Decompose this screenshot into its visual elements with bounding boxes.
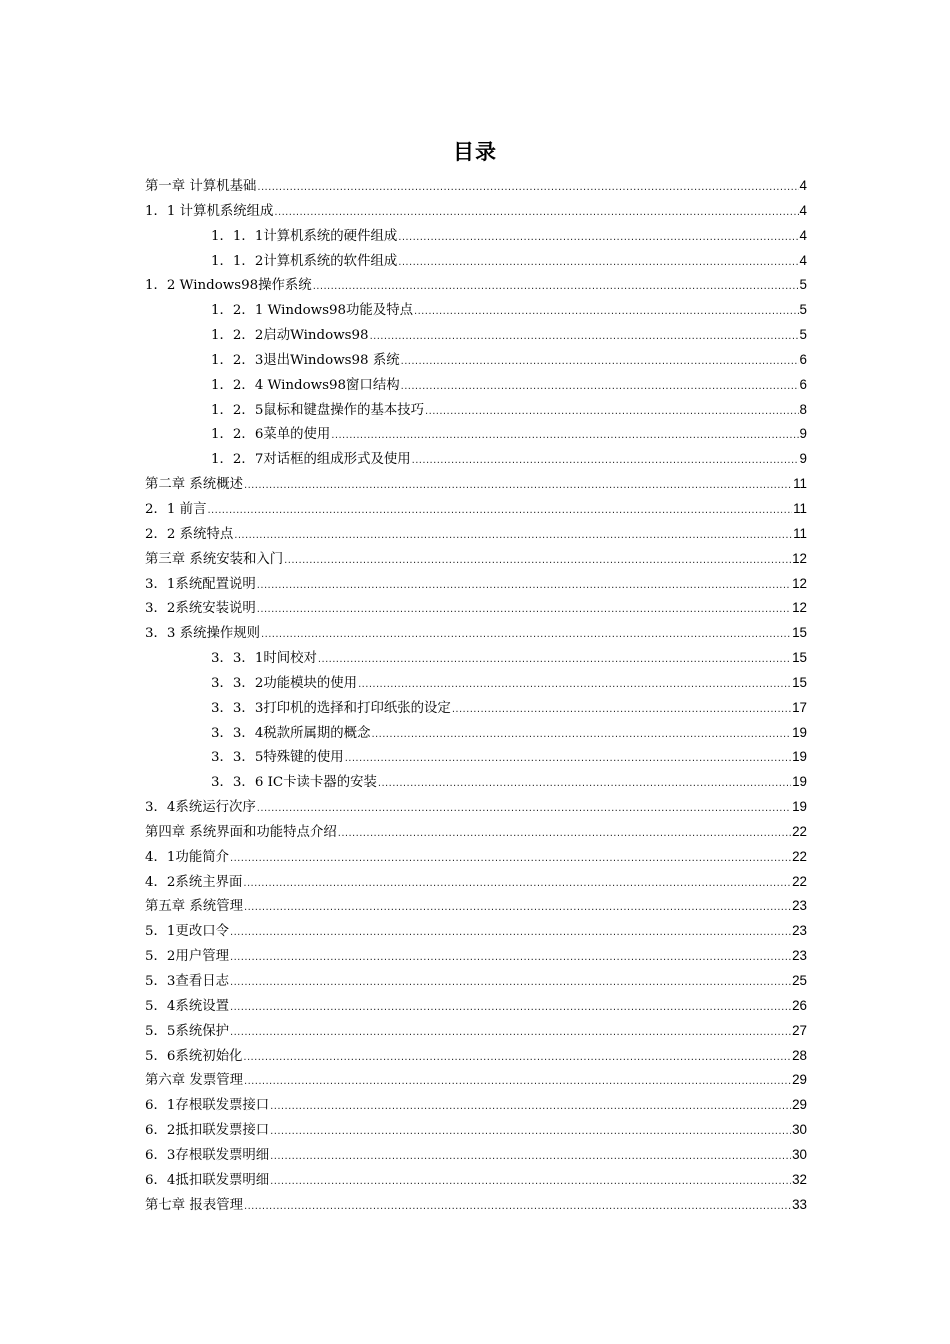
dot-leader	[284, 549, 791, 574]
dot-leader	[270, 1170, 791, 1195]
toc-entry-page-number: 32	[792, 1171, 807, 1187]
toc-entry-label: 4．1功能简介	[145, 849, 229, 865]
toc-entry[interactable]	[145, 671, 807, 696]
toc-entry[interactable]	[145, 174, 807, 199]
toc-entry[interactable]	[145, 696, 807, 721]
table-of-contents	[145, 174, 807, 1217]
toc-entry-label: 4．2系统主界面	[145, 874, 243, 890]
dot-leader	[257, 574, 791, 599]
dot-leader	[358, 673, 791, 698]
dot-leader	[370, 325, 799, 350]
toc-entry-label: 1．1 计算机系统组成	[145, 203, 274, 219]
toc-entry-page-number: 19	[792, 799, 807, 815]
toc-entry-page-number: 17	[792, 699, 807, 715]
dot-leader	[243, 872, 791, 897]
toc-entry-page-number: 4	[799, 227, 807, 243]
toc-entry-page-number: 15	[792, 625, 807, 641]
toc-entry[interactable]	[145, 770, 807, 795]
dot-leader	[261, 623, 791, 648]
toc-entry-label: 1．2．5鼠标和键盘操作的基本技巧	[211, 402, 425, 418]
toc-entry-page-number: 15	[792, 674, 807, 690]
toc-entry-page-number: 23	[792, 923, 807, 939]
toc-entry-label: 3．4系统运行次序	[145, 800, 256, 816]
toc-entry[interactable]	[145, 994, 807, 1019]
dot-leader	[230, 921, 791, 946]
toc-entry[interactable]	[145, 894, 807, 919]
toc-entry-page-number: 23	[792, 898, 807, 914]
toc-entry-page-number: 5	[799, 327, 807, 343]
dot-leader	[270, 1120, 791, 1145]
dot-leader	[243, 1046, 791, 1071]
toc-entry[interactable]	[145, 1093, 807, 1118]
toc-entry-label: 6．3存根联发票明细	[145, 1147, 270, 1163]
toc-entry-label: 第六章 发票管理	[145, 1073, 243, 1089]
toc-entry-page-number: 9	[799, 451, 807, 467]
toc-entry-page-number: 22	[792, 873, 807, 889]
toc-entry[interactable]	[145, 1143, 807, 1168]
toc-entry[interactable]	[145, 422, 807, 447]
toc-entry-label: 1．2．2启动Windows98	[211, 328, 369, 344]
toc-entry-page-number: 26	[792, 997, 807, 1013]
toc-entry[interactable]	[145, 348, 807, 373]
toc-entry-label: 3．3．6 IC卡读卡器的安装	[211, 775, 377, 791]
dot-leader	[230, 847, 791, 872]
toc-entry[interactable]	[145, 398, 807, 423]
toc-entry-label: 3．2系统安装说明	[145, 601, 256, 617]
dot-leader	[338, 822, 791, 847]
toc-entry[interactable]	[145, 1019, 807, 1044]
toc-entry-label: 第三章 系统安装和入门	[145, 551, 284, 567]
dot-leader	[257, 797, 791, 822]
dot-leader	[401, 375, 799, 400]
dot-leader	[244, 1195, 791, 1220]
toc-entry[interactable]	[145, 820, 807, 845]
dot-leader	[207, 499, 792, 524]
toc-entry[interactable]	[145, 323, 807, 348]
toc-entry-page-number: 12	[792, 550, 807, 566]
toc-entry-page-number: 12	[792, 600, 807, 616]
dot-leader	[230, 1021, 791, 1046]
toc-entry-label: 3．3．4税款所属期的概念	[211, 725, 371, 741]
toc-entry-label: 1．2．1 Windows98功能及特点	[211, 303, 413, 319]
dot-leader	[425, 400, 799, 425]
toc-entry-page-number: 29	[792, 1097, 807, 1113]
toc-entry-label: 第五章 系统管理	[145, 899, 243, 915]
toc-entry-page-number: 6	[799, 351, 807, 367]
toc-entry-page-number: 22	[792, 848, 807, 864]
toc-entry-page-number: 19	[792, 749, 807, 765]
dot-leader	[244, 896, 791, 921]
toc-entry-page-number: 9	[799, 426, 807, 442]
toc-entry[interactable]	[145, 721, 807, 746]
toc-entry-label: 2．1 前言	[145, 501, 207, 517]
toc-entry-page-number: 27	[792, 1022, 807, 1038]
toc-entry-label: 1．2．4 Windows98窗口结构	[211, 377, 400, 393]
toc-entry-page-number: 19	[792, 724, 807, 740]
toc-entry[interactable]	[145, 273, 807, 298]
toc-entry-label: 3．1系统配置说明	[145, 576, 256, 592]
toc-entry-label: 3．3．2功能模块的使用	[211, 675, 358, 691]
dot-leader	[230, 971, 791, 996]
toc-entry-page-number: 15	[792, 650, 807, 666]
dot-leader	[345, 747, 791, 772]
dot-leader	[313, 275, 799, 300]
toc-entry-label: 1．1．2计算机系统的软件组成	[211, 253, 398, 269]
toc-entry-page-number: 6	[799, 376, 807, 392]
toc-entry[interactable]	[145, 795, 807, 820]
toc-entry-page-number: 23	[792, 948, 807, 964]
toc-entry-label: 5．5系统保护	[145, 1023, 229, 1039]
dot-leader	[230, 996, 791, 1021]
toc-entry-label: 6．1存根联发票接口	[145, 1098, 270, 1114]
toc-entry-label: 1．2 Windows98操作系统	[145, 278, 312, 294]
dot-leader	[270, 1145, 791, 1170]
toc-entry-label: 1．2．3退出Windows98 系统	[211, 352, 400, 368]
toc-entry[interactable]	[145, 547, 807, 572]
toc-entry-label: 第二章 系统概述	[145, 477, 243, 493]
toc-entry[interactable]	[145, 373, 807, 398]
toc-entry[interactable]	[145, 845, 807, 870]
toc-entry[interactable]	[145, 596, 807, 621]
toc-entry-label: 1．2．7对话框的组成形式及使用	[211, 452, 411, 468]
toc-entry[interactable]	[145, 1068, 807, 1093]
toc-entry-label: 5．3查看日志	[145, 974, 229, 989]
toc-entry-page-number: 8	[799, 401, 807, 417]
toc-entry-label: 3．3．3打印机的选择和打印纸张的设定	[211, 700, 451, 716]
dot-leader	[244, 1070, 791, 1095]
toc-entry-page-number: 22	[792, 823, 807, 839]
toc-entry-page-number: 5	[799, 302, 807, 318]
toc-entry-page-number: 4	[799, 252, 807, 268]
toc-entry-page-number: 30	[792, 1122, 807, 1138]
dot-leader	[401, 350, 799, 375]
toc-entry-page-number: 11	[793, 476, 807, 492]
dot-leader	[452, 698, 791, 723]
dot-leader	[270, 1095, 791, 1120]
toc-entry[interactable]	[145, 969, 807, 994]
toc-entry[interactable]	[145, 944, 807, 969]
toc-entry-page-number: 11	[793, 500, 807, 516]
toc-entry-label: 5．2用户管理	[145, 949, 229, 965]
toc-entry[interactable]	[145, 472, 807, 497]
dot-leader	[257, 176, 798, 201]
toc-entry[interactable]	[145, 745, 807, 770]
toc-entry-label: 1．2．6菜单的使用	[211, 427, 331, 443]
toc-entry-label: 3．3 系统操作规则	[145, 626, 261, 642]
toc-entry[interactable]	[145, 1118, 807, 1143]
dot-leader	[398, 251, 798, 276]
toc-entry-page-number: 19	[792, 774, 807, 790]
toc-entry[interactable]	[145, 646, 807, 671]
dot-leader	[414, 300, 799, 325]
dot-leader	[318, 648, 791, 673]
toc-entry-page-number: 28	[792, 1047, 807, 1063]
toc-entry-label: 5．6系统初始化	[145, 1048, 243, 1064]
toc-entry-page-number: 11	[793, 525, 807, 541]
toc-entry-label: 第四章 系统界面和功能特点介绍	[145, 824, 337, 840]
toc-entry[interactable]	[145, 919, 807, 944]
dot-leader	[398, 226, 798, 251]
toc-entry-label: 第一章 计算机基础	[145, 179, 257, 194]
toc-entry-page-number: 30	[792, 1146, 807, 1162]
toc-entry-label: 1．1．1计算机系统的硬件组成	[211, 228, 398, 244]
toc-entry[interactable]	[145, 870, 807, 895]
toc-entry-page-number: 33	[792, 1196, 807, 1212]
dot-leader	[371, 723, 791, 748]
toc-entry-page-number: 4	[799, 178, 807, 193]
toc-entry[interactable]	[145, 497, 807, 522]
toc-entry[interactable]	[145, 1168, 807, 1193]
toc-entry-label: 6．2抵扣联发票接口	[145, 1123, 270, 1139]
dot-leader	[257, 598, 791, 623]
toc-entry[interactable]	[145, 522, 807, 547]
toc-entry-label: 6．4抵扣联发票明细	[145, 1172, 270, 1188]
toc-entry[interactable]	[145, 1193, 807, 1218]
toc-entry[interactable]	[145, 199, 807, 224]
dot-leader	[230, 946, 791, 971]
toc-entry-label: 3．3．1时间校对	[211, 651, 317, 667]
toc-entry-page-number: 5	[799, 277, 807, 293]
toc-entry-label: 5．1更改口令	[145, 924, 229, 940]
toc-entry[interactable]	[145, 298, 807, 323]
dot-leader	[412, 449, 799, 474]
dot-leader	[234, 524, 792, 549]
toc-entry[interactable]	[145, 1044, 807, 1069]
toc-entry[interactable]	[145, 447, 807, 472]
toc-entry-label: 5．4系统设置	[145, 998, 229, 1014]
toc-entry-label: 3．3．5特殊键的使用	[211, 750, 344, 766]
dot-leader	[244, 474, 792, 499]
toc-entry-page-number: 29	[792, 1072, 807, 1088]
dot-leader	[378, 772, 791, 797]
dot-leader	[331, 424, 798, 449]
toc-entry-page-number: 12	[792, 575, 807, 591]
toc-entry[interactable]	[145, 249, 807, 274]
toc-entry[interactable]	[145, 224, 807, 249]
toc-entry-label: 第七章 报表管理	[145, 1197, 243, 1213]
toc-entry[interactable]	[145, 572, 807, 597]
dot-leader	[274, 201, 798, 226]
toc-entry[interactable]	[145, 621, 807, 646]
toc-entry-label: 2．2 系统特点	[145, 526, 234, 542]
toc-entry-page-number: 4	[799, 202, 807, 218]
page-title: 目录	[453, 140, 497, 164]
toc-entry-page-number: 25	[792, 973, 807, 988]
